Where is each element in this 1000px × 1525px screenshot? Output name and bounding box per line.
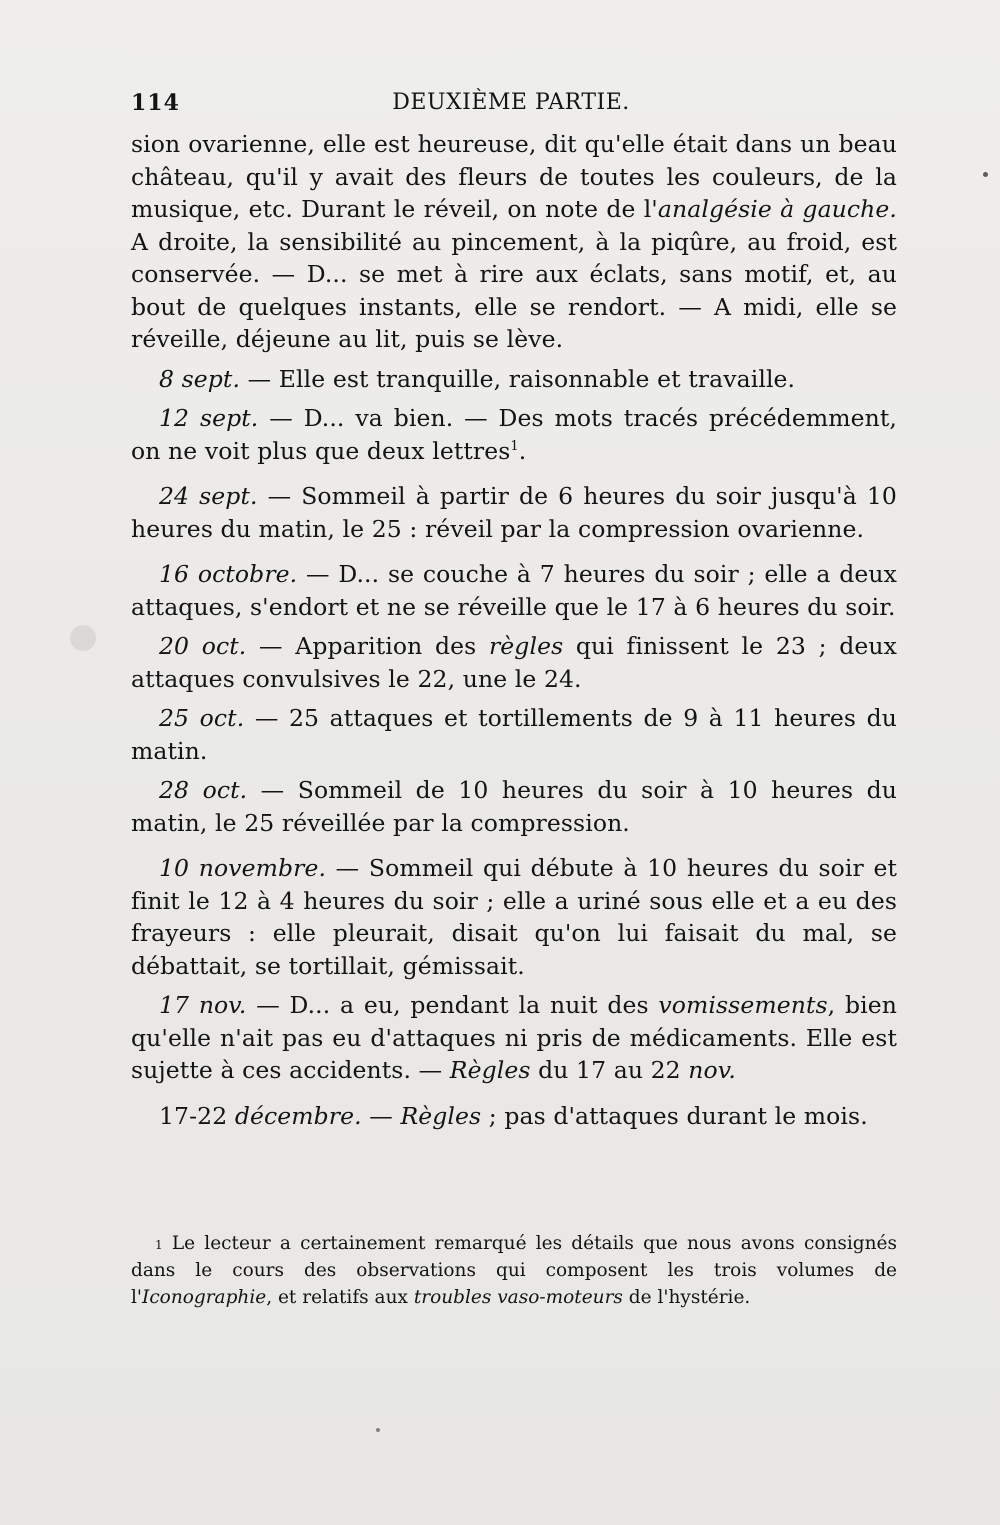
entry-date: 10 novembre.	[159, 854, 327, 882]
paragraph-continuation: sion ovarienne, elle est heureuse, dit qu'elle était dans un beau château, qu'il y avait des fleurs de toutes les couleurs, de la musique, etc. Durant le réveil, on note de l'analgésie à gauche. A droite, la sensibilité au pincement, à la piqûre, au froid, est conservée. — D... se met à rire aux éclats, sans motif, et, au bout de quelques instants, elle se rendort. — A midi, elle se réveille, déjeune au lit, puis se lève.	[131, 130, 897, 353]
paper-speck	[983, 172, 988, 177]
entry-date: 17 nov.	[159, 991, 247, 1019]
diary-entry-17-22-decembre: 17-22 décembre. — Règles ; pas d'attaques durant le mois.	[159, 1101, 868, 1130]
running-title: DEUXIÈME PARTIE.	[392, 90, 630, 115]
diary-entry-16-octobre: 16 octobre. — D... se couche à 7 heures du soir ; elle a deux attaques, s'endort et ne se réveille que le 17 à 6 heures du soir.	[131, 560, 897, 621]
diary-entry-8-sept: 8 sept. — Elle est tranquille, raisonnable et travaille.	[159, 364, 796, 393]
entry-date: 8 sept.	[159, 364, 241, 393]
diary-entry-28-oct: 28 oct. — Sommeil de 10 heures du soir à 10 heures du matin, le 25 réveillée par la compression.	[131, 776, 898, 837]
diary-entry-20-oct: 20 oct. — Apparition des règles qui finissent le 23 ; deux attaques convulsives le 22, une le 24.	[131, 632, 897, 693]
paper-speck	[70, 625, 96, 651]
entry-date: 24 sept.	[159, 482, 258, 510]
entry-date: 17-22	[159, 1101, 235, 1130]
page-number: 114	[131, 90, 180, 116]
diary-entry-25-oct: 25 oct. — 25 attaques et tortillements de 9 à 11 heures du matin.	[131, 704, 897, 765]
paper-speck	[376, 1428, 380, 1432]
main-text	[131, 128, 897, 1132]
entry-date: 12 sept.	[159, 404, 259, 432]
diary-entry-10-novembre: 10 novembre. — Sommeil qui débute à 10 heures du soir et finit le 12 à 4 heures du soir ; elle a uriné sous elle et a eu des frayeurs : elle pleurait, disait qu'on lui faisait du mal, se débattait, se tortillait, gémissait.	[131, 854, 897, 980]
diary-entry-24-sept: 24 sept. — Sommeil à partir de 6 heures du soir jusqu'à 10 heures du matin, le 25 : réveil par la compression ovarienne.	[131, 482, 897, 543]
diary-entry-17-nov: 17 nov. — D... a eu, pendant la nuit des vomissements, bien qu'elle n'ait pas eu d'attaques ni pris de médicaments. Elle est sujette à ces accidents. — Règles du 17 au 22 nov.	[131, 991, 897, 1084]
entry-date: 28 oct.	[159, 776, 248, 804]
entry-date: 20 oct.	[159, 632, 247, 660]
footnote-text: $^1$ Le lecteur a certainement remarqué les détails que nous avons consignés dans le cours des observations qui composent les trois volumes de l'Iconographie, et relatifs aux troubles vaso-moteurs de l'hystérie.	[131, 1233, 897, 1308]
entry-date: 25 oct.	[159, 704, 245, 732]
footnote	[131, 1230, 897, 1311]
footnote-reference: 1	[510, 438, 519, 454]
diary-entry-12-sept: 12 sept. — D... va bien. — Des mots tracés précédemment, on ne voit plus que deux lettres$^1$.	[131, 404, 897, 465]
footnote-mark: 1	[155, 1238, 163, 1252]
page-header	[131, 88, 891, 118]
entry-date: 16 octobre.	[159, 560, 298, 588]
